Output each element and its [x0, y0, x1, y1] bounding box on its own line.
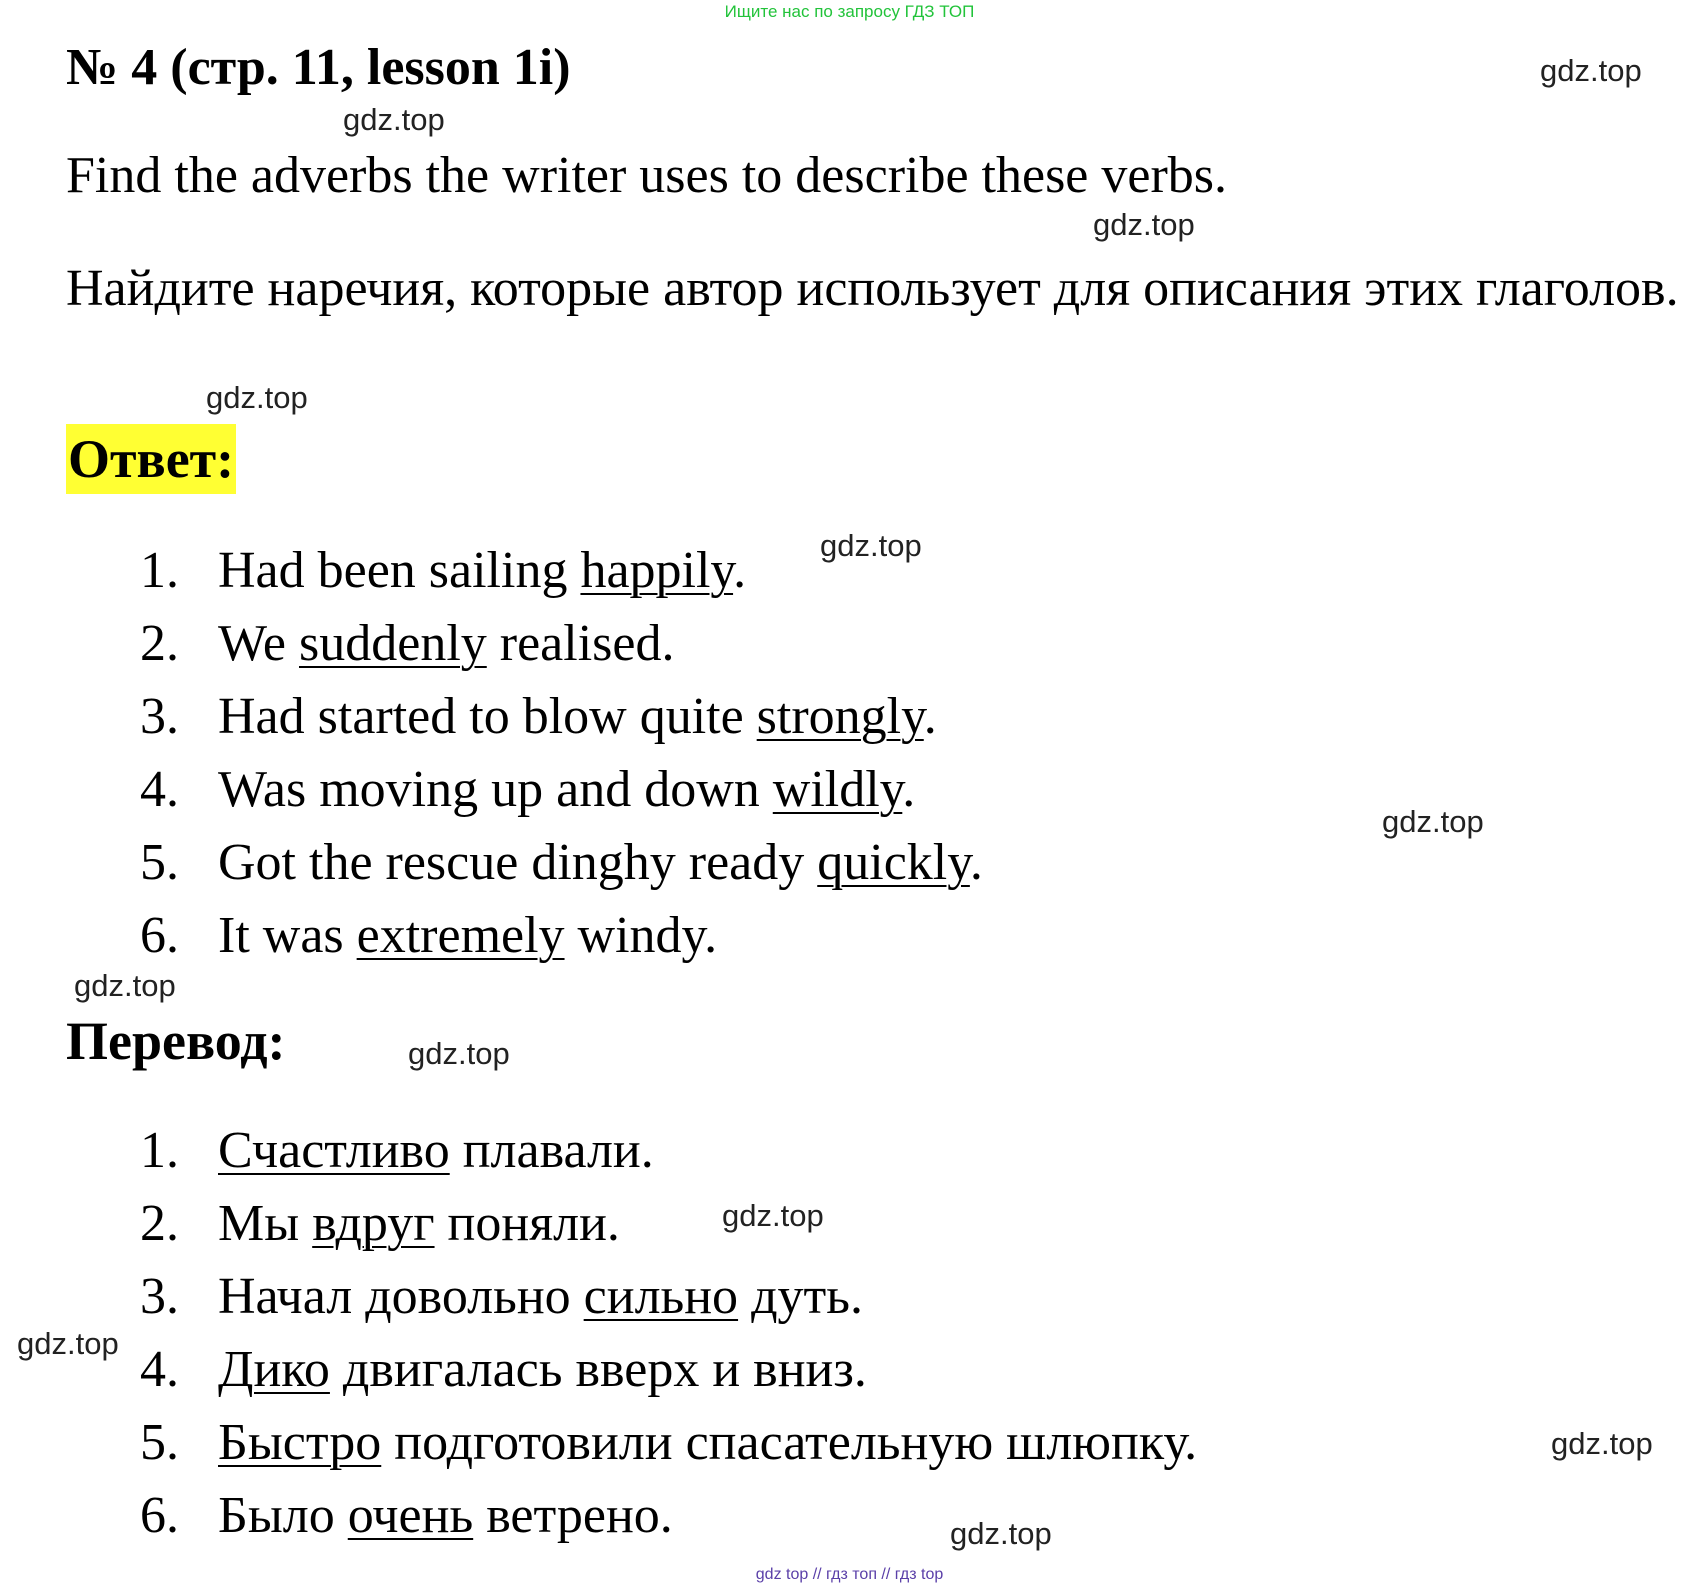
watermark: gdz.top — [722, 1198, 824, 1233]
list-item — [140, 607, 983, 680]
list-item — [140, 1114, 1197, 1187]
watermark: gdz.top — [1540, 53, 1642, 88]
watermark: gdz.top — [74, 968, 176, 1003]
watermark: gdz.top — [1093, 207, 1195, 242]
watermark: gdz.top — [17, 1326, 119, 1361]
watermark: gdz.top — [343, 102, 445, 137]
item-number: 4. — [140, 1341, 179, 1398]
item-text: We — [218, 615, 299, 672]
item-text: Had started to blow quite — [218, 688, 757, 745]
item-number: 6. — [140, 1487, 179, 1544]
adverb-underlined: extremely — [356, 907, 565, 964]
item-number: 1. — [140, 1122, 179, 1179]
task-english: Find the adverbs the writer uses to describe these verbs. — [66, 147, 1228, 204]
watermark: gdz.top — [950, 1516, 1052, 1551]
item-text: It was — [218, 907, 357, 964]
item-text: realised. — [486, 615, 675, 672]
watermark: gdz.top — [408, 1036, 510, 1071]
list-item — [140, 899, 983, 972]
adverb-underlined: happily — [580, 542, 734, 599]
task-russian: Найдите наречия, которые автор использует для описания этих глаголов. — [66, 260, 1679, 317]
adverb-underlined: вдруг — [312, 1195, 435, 1252]
adverb-underlined: сильно — [583, 1268, 739, 1325]
item-number: 5. — [140, 834, 179, 891]
item-text: Was moving up and down — [218, 761, 773, 818]
exercise-title: № 4 (стр. 11, lesson 1i) — [66, 39, 571, 96]
footer-watermark: gdz top // гдз топ // гдз top — [755, 1566, 944, 1583]
item-text: . — [923, 688, 937, 745]
item-number: 2. — [140, 1195, 179, 1252]
item-text: Было — [218, 1487, 348, 1544]
item-number: 2. — [140, 615, 179, 672]
item-number: 6. — [140, 907, 179, 964]
list-item — [140, 1187, 1197, 1260]
item-text: Начал довольно — [218, 1268, 584, 1325]
watermark: gdz.top — [820, 528, 922, 563]
item-text: Мы — [218, 1195, 313, 1252]
adverb-underlined: Счастливо — [218, 1122, 450, 1179]
adverb-underlined: Быстро — [218, 1414, 382, 1471]
translation-heading: Перевод: — [66, 1011, 286, 1071]
item-text: плавали. — [449, 1122, 654, 1179]
item-number: 3. — [140, 688, 179, 745]
adverb-underlined: suddenly — [299, 615, 487, 672]
translation-list — [140, 1114, 1197, 1552]
item-text: Had been sailing — [218, 542, 581, 599]
item-text: двигалась вверх и вниз. — [329, 1341, 867, 1398]
list-item — [140, 1333, 1197, 1406]
list-item — [140, 1260, 1197, 1333]
item-text: поняли. — [434, 1195, 620, 1252]
watermark: gdz.top — [206, 380, 308, 415]
item-number: 1. — [140, 542, 179, 599]
watermark: gdz.top — [1382, 804, 1484, 839]
adverb-underlined: wildly — [772, 761, 903, 818]
item-text: ветрено. — [473, 1487, 673, 1544]
item-text: . — [969, 834, 983, 891]
answer-heading: Ответ: — [66, 424, 236, 494]
item-text: подготовили спасательную шлюпку. — [381, 1414, 1198, 1471]
list-item — [140, 826, 983, 899]
watermark: gdz.top — [1551, 1426, 1653, 1461]
adverb-underlined: quickly — [817, 834, 970, 891]
item-number: 3. — [140, 1268, 179, 1325]
list-item — [140, 753, 983, 826]
search-hint-banner: Ищите нас по запросу ГДЗ ТОП — [724, 2, 975, 21]
adverb-underlined: очень — [347, 1487, 474, 1544]
item-text: windy. — [564, 907, 718, 964]
item-text: дуть. — [738, 1268, 863, 1325]
item-text: Got the rescue dinghy ready — [218, 834, 818, 891]
item-text: . — [902, 761, 916, 818]
adverb-underlined: Дико — [218, 1341, 330, 1398]
list-item — [140, 680, 983, 753]
answer-list — [140, 534, 983, 972]
item-text: . — [733, 542, 747, 599]
item-number: 5. — [140, 1414, 179, 1471]
adverb-underlined: strongly — [756, 688, 924, 745]
item-number: 4. — [140, 761, 179, 818]
list-item — [140, 1406, 1197, 1479]
